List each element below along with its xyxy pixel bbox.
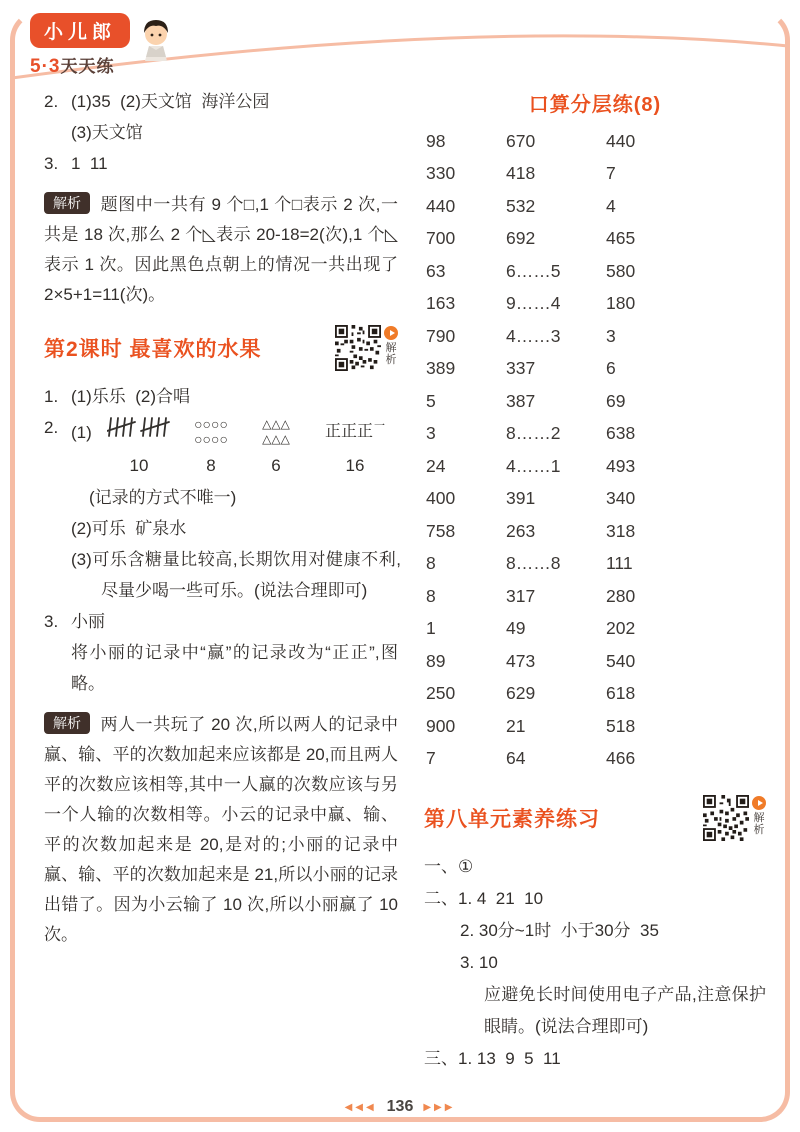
page-footer (0, 1098, 800, 1116)
mental-math-title: 口算分层练(8) (528, 94, 662, 116)
tally-symbols-row (71, 414, 401, 450)
table-row (426, 580, 766, 613)
table-cell: 280 (606, 585, 636, 606)
page-number: 136 (386, 1098, 414, 1115)
table-cell: 8 (426, 585, 436, 606)
table-cell: 580 (606, 260, 636, 281)
answer-line: (2)可乐 矿泉水 (71, 519, 187, 538)
table-cell: 790 (426, 325, 456, 346)
qr-block-lesson (335, 325, 398, 371)
answer-label: 一、 (424, 857, 458, 876)
page-content (44, 86, 766, 1075)
answer-item-1-fruit (44, 381, 398, 412)
question-number: 3. (44, 612, 59, 631)
table-cell: 3 (606, 325, 616, 346)
table-cell: 493 (606, 455, 636, 476)
answer-body (71, 412, 401, 606)
analysis-block-2 (44, 710, 398, 950)
answer-body (71, 606, 398, 699)
table-cell: 466 (606, 748, 636, 769)
table-cell: 8……2 (506, 423, 561, 444)
table-row (426, 385, 766, 418)
table-cell: 532 (506, 195, 536, 216)
left-column (44, 86, 401, 1075)
circle-count: 8 (206, 456, 216, 475)
table-cell: 111 (606, 553, 633, 574)
unit-title: 第八单元素养练习 (424, 808, 600, 831)
answer-line: (3)可乐含糖量比较高,长期饮用对健康不利,尽量少喝一些可乐。(说法合理即可) (71, 550, 401, 600)
table-cell: 330 (426, 163, 456, 184)
table-cell: 900 (426, 715, 456, 736)
table-cell: 618 (606, 683, 636, 704)
table-cell: 1 (426, 618, 436, 639)
table-cell: 540 (606, 650, 636, 671)
answer-item-2-fruit (44, 412, 401, 606)
table-cell: 638 (606, 423, 636, 444)
brand-53: 5·3 (30, 56, 61, 77)
table-cell: 5 (426, 390, 436, 411)
table-cell: 7 (606, 163, 616, 184)
question-number: 1. (44, 387, 59, 406)
answer-line: 3. 10 (460, 953, 498, 972)
table-cell: 89 (426, 650, 446, 671)
analysis-text: 题图中一共有 9 个□,1 个□表示 2 次,一共是 18 次,那么 2 个◺表示 20-18=2(次),1 个◺表示 1 次。因此黑色点朝上的情况一共出现了 2×5+1=11(次)。 (44, 195, 398, 304)
answer-line: (1)乐乐 (2)合唱 (71, 387, 190, 406)
zheng-count: 16 (345, 456, 365, 475)
table-cell: 8 (426, 553, 436, 574)
table-cell: 4……1 (506, 455, 561, 476)
extra-tally-stroke: 一 (374, 419, 385, 432)
qr-side (752, 795, 766, 841)
note-line: (记录的方式不唯一) (89, 488, 237, 507)
answer-line: 2. 30分~1时 小于30分 35 (460, 921, 659, 940)
table-cell: 692 (506, 228, 536, 249)
table-cell: 4……3 (506, 325, 561, 346)
mental-math-table (426, 125, 766, 775)
table-row (426, 645, 766, 678)
answer-item-3 (44, 148, 398, 179)
table-row (426, 223, 766, 256)
table-row (426, 613, 766, 646)
qr-block-unit (703, 795, 766, 841)
brand-block (30, 13, 130, 78)
table-row (426, 678, 766, 711)
qr-code (703, 795, 749, 841)
table-cell: 317 (506, 585, 536, 606)
table-row (426, 255, 766, 288)
qr-side (384, 325, 398, 371)
question-number: 2. (44, 418, 59, 437)
table-row (426, 483, 766, 516)
table-cell: 98 (426, 130, 446, 151)
brand-logo: 小儿郎 (30, 13, 130, 48)
right-column (424, 86, 766, 1075)
circle-marks: ○○○○ ○○○○ (194, 416, 228, 447)
table-row (426, 515, 766, 548)
table-cell: 49 (506, 618, 526, 639)
table-cell: 69 (606, 390, 626, 411)
answer-line: 小丽 (71, 612, 105, 631)
table-cell: 518 (606, 715, 636, 736)
table-cell: 63 (426, 260, 446, 281)
answer-note: 应避免长时间使用电子产品,注意保护眼睛。(说法合理即可) (484, 985, 766, 1036)
lesson-section-header (44, 325, 398, 371)
table-cell: 440 (606, 130, 636, 151)
table-cell: 629 (506, 683, 536, 704)
right-arrows-icon: ▶▶▶ (423, 1101, 456, 1113)
answer-line: 一、① (424, 857, 474, 876)
table-row (426, 125, 766, 158)
table-cell: 391 (506, 488, 536, 509)
answer-label: 三、 (424, 1049, 458, 1068)
table-row (426, 288, 766, 321)
answer-label: 二、 (424, 889, 458, 908)
brand-series (30, 52, 130, 78)
analysis-block-1 (44, 190, 398, 310)
table-cell: 389 (426, 358, 456, 379)
answer-line: 三、1. 13 9 5 11 (424, 1049, 561, 1068)
play-icon (752, 796, 766, 810)
table-cell: 670 (506, 130, 536, 151)
tally-count: 10 (129, 456, 149, 475)
table-cell: 9……4 (506, 293, 561, 314)
table-cell: 318 (606, 520, 636, 541)
answer-item-2 (44, 86, 398, 148)
answer-line: 二、1. 4 21 10 (424, 889, 544, 908)
mascot-icon (136, 15, 176, 65)
table-row (426, 190, 766, 223)
table-row (426, 548, 766, 581)
qr-code (335, 325, 381, 371)
answer-line: 1 11 (71, 154, 108, 173)
table-row (426, 450, 766, 483)
table-cell: 758 (426, 520, 456, 541)
table-row (426, 320, 766, 353)
table-cell: 465 (606, 228, 636, 249)
tally-counts-row (71, 452, 401, 480)
table-row (426, 353, 766, 386)
brand-series-name: 天天练 (60, 57, 115, 76)
answer-body (71, 86, 398, 148)
table-row (426, 418, 766, 451)
lesson-title: 第2课时 最喜欢的水果 (44, 338, 262, 361)
table-cell: 700 (426, 228, 456, 249)
qr-label: 解析 (753, 812, 765, 836)
table-cell: 340 (606, 488, 636, 509)
play-icon (384, 326, 398, 340)
left-arrows-icon: ◀◀◀ (344, 1101, 377, 1113)
question-number: 3. (44, 154, 59, 173)
triangle-marks: △△△ △△△ (262, 417, 290, 446)
table-cell: 473 (506, 650, 536, 671)
answer-line: (3)天文馆 (71, 123, 143, 142)
table-cell: 3 (426, 423, 436, 444)
answer-item-3-fruit (44, 606, 398, 699)
table-cell: 21 (506, 715, 526, 736)
table-cell: 180 (606, 293, 636, 314)
table-cell: 250 (426, 683, 456, 704)
answer-line: (1)35 (2)天文馆 海洋公园 (71, 92, 270, 111)
table-cell: 64 (506, 748, 526, 769)
table-row (426, 158, 766, 191)
qr-label: 解析 (385, 342, 397, 366)
analysis-text: 两人一共玩了 20 次,所以两人的记录中赢、输、平的次数加起来应该都是 20,而且两人平的次数应该相等,其中一人赢的次数应该与另一个人输的次数相等。小云的记录中赢、输、平的次数加起来是 20,是对的;小丽的记录中赢、输、平的次数加起来是 21,所以小丽的记录出错了。因为小云输了 10 次,所以小丽赢了 10 次。 (44, 715, 398, 944)
table-cell: 6……5 (506, 260, 561, 281)
table-cell: 24 (426, 455, 446, 476)
analysis-badge: 解析 (44, 712, 90, 734)
table-cell: 6 (606, 358, 616, 379)
table-cell: 4 (606, 195, 616, 216)
table-cell: 400 (426, 488, 456, 509)
unit-section-header (424, 795, 766, 841)
table-cell: 7 (426, 748, 436, 769)
table-cell: 163 (426, 293, 456, 314)
analysis-badge: 解析 (44, 192, 90, 214)
table-cell: 440 (426, 195, 456, 216)
zheng-tally-marks: 正正正一 (309, 416, 401, 449)
answer-line: 将小丽的记录中“赢”的记录改为“正正”,图略。 (71, 643, 398, 693)
table-cell: 418 (506, 163, 536, 184)
table-cell: 337 (506, 358, 536, 379)
question-number: 2. (44, 92, 59, 111)
table-row (426, 710, 766, 743)
triangle-count: 6 (271, 456, 281, 475)
brand-header (30, 13, 176, 78)
table-row (426, 743, 766, 776)
table-cell: 263 (506, 520, 536, 541)
tally-marks-icon (105, 414, 173, 450)
sub-question-number: (1) (71, 422, 92, 442)
table-cell: 202 (606, 618, 636, 639)
unit-answers (424, 851, 766, 1075)
table-cell: 387 (506, 390, 536, 411)
table-cell: 8……8 (506, 553, 561, 574)
